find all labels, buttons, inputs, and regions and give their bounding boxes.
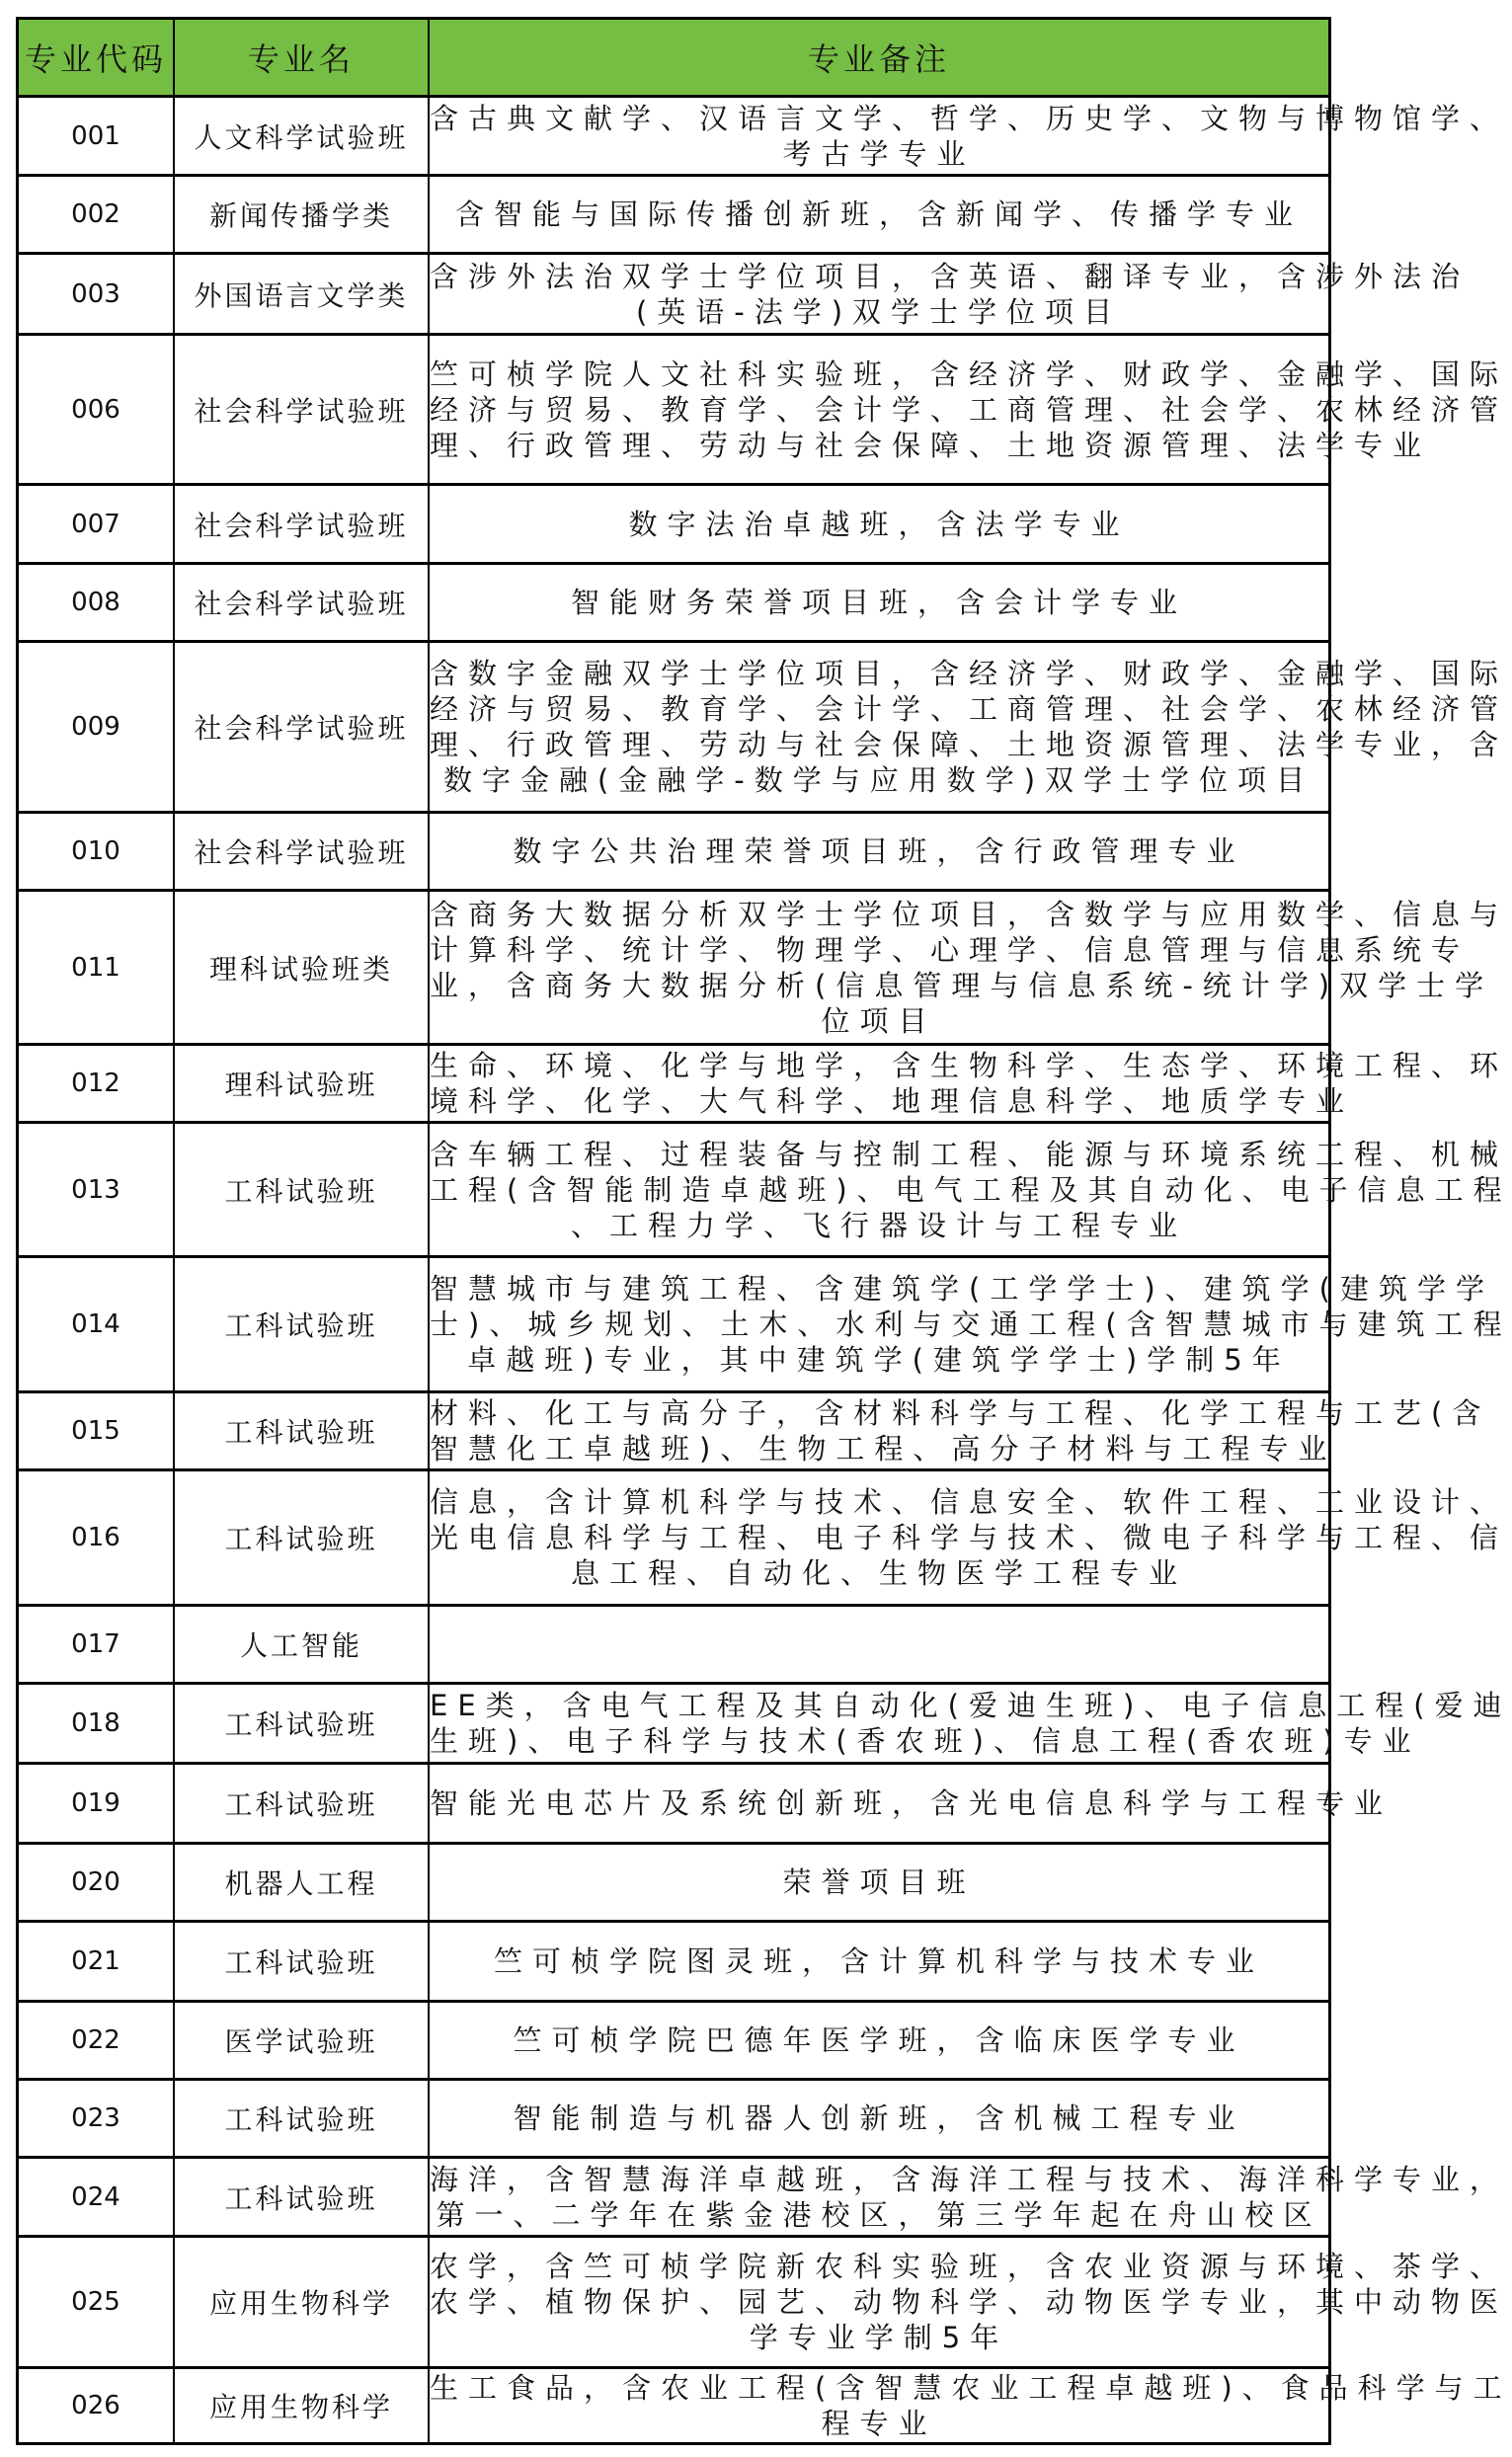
note-line: 息工程、自动化、生物医学工程专业 (570, 1556, 1187, 1590)
table-row (18, 1922, 1330, 2002)
major-code: 011 (18, 891, 175, 1045)
table-row (18, 335, 1330, 485)
major-note (429, 1844, 1330, 1922)
major-code: 014 (18, 1257, 175, 1392)
note-line: 理、行政管理、劳动与社会保障、土地资源管理、法学专业，含 (430, 728, 1509, 761)
header-code: 专业代码 (18, 19, 175, 97)
major-name: 医学试验班 (174, 2002, 429, 2080)
note-line: 含古典文献学、汉语言文学、哲学、历史学、文物与博物馆学、 (430, 101, 1509, 135)
note-line: 含涉外法治双学士学位项目，含英语、翻译专业，含涉外法治 (430, 259, 1471, 293)
major-name: 外国语言文学类 (174, 254, 429, 335)
major-name: 工科试验班 (174, 1684, 429, 1764)
major-note (429, 335, 1509, 485)
note-line: EE类，含电气工程及其自动化(爱迪生班)、电子信息工程(爱迪 (430, 1689, 1512, 1722)
note-line: 光电信息科学与工程、电子科学与技术、微电子科学与工程、信 (430, 1521, 1509, 1554)
note-line: 数字公共治理荣誉项目班，含行政管理专业 (513, 834, 1245, 868)
major-note (429, 1606, 1330, 1684)
major-note (429, 2237, 1509, 2368)
table-row (18, 891, 1330, 1045)
major-note (429, 1392, 1491, 1470)
major-note (429, 564, 1330, 642)
major-code: 018 (18, 1684, 175, 1764)
table-body (18, 97, 1512, 2444)
note-line: 材料、化工与高分子，含材料科学与工程、化学工程与工艺(含 (430, 1396, 1491, 1430)
note-line: 竺可桢学院图灵班，含计算机科学与技术专业 (493, 1944, 1264, 1978)
major-note (429, 1045, 1509, 1123)
major-name: 理科试验班类 (174, 891, 429, 1045)
major-code: 022 (18, 2002, 175, 2080)
major-code: 003 (18, 254, 175, 335)
major-name: 应用生物科学 (174, 2237, 429, 2368)
major-note (429, 254, 1471, 335)
major-note (429, 2080, 1330, 2158)
table-row (18, 1764, 1330, 1844)
major-code: 021 (18, 1922, 175, 2002)
major-name: 工科试验班 (174, 2080, 429, 2158)
major-name: 社会科学试验班 (174, 485, 429, 564)
note-line: 、工程力学、飞行器设计与工程专业 (570, 1208, 1187, 1242)
table-row (18, 254, 1330, 335)
note-line: 智慧化工卓越班)、生物工程、高分子材料与工程专业 (430, 1432, 1337, 1466)
note-line: (英语-法学)双学士学位项目 (635, 294, 1123, 329)
table-row (18, 2158, 1330, 2237)
major-name: 工科试验班 (174, 1392, 429, 1470)
major-name: 理科试验班 (174, 1045, 429, 1123)
major-note (429, 1470, 1509, 1606)
major-note (429, 2158, 1509, 2237)
major-name: 社会科学试验班 (174, 813, 429, 891)
header-name: 专业名 (174, 19, 429, 97)
note-line: 含智能与国际传播创新班，含新闻学、传播学专业 (454, 198, 1303, 231)
major-name: 工科试验班 (174, 1922, 429, 2002)
note-line: 竺可桢学院人文社科实验班，含经济学、财政学、金融学、国际 (430, 357, 1509, 391)
table-row (18, 1470, 1330, 1606)
table-row (18, 2080, 1330, 2158)
major-note (429, 891, 1509, 1045)
major-name: 工科试验班 (174, 1123, 429, 1257)
major-code: 026 (18, 2368, 175, 2444)
major-name: 人文科学试验班 (174, 97, 429, 176)
table-row (18, 1392, 1330, 1470)
table-row (18, 97, 1330, 176)
note-line: 智能财务荣誉项目班，含会计学专业 (570, 586, 1187, 619)
note-line: 生班)、电子科学与技术(香农班)、信息工程(香农班)专业 (430, 1724, 1421, 1758)
major-name: 人工智能 (174, 1606, 429, 1684)
major-name: 工科试验班 (174, 1470, 429, 1606)
note-line: 业，含商务大数据分析(信息管理与信息系统-统计学)双学士学 (430, 968, 1494, 1002)
major-name: 社会科学试验班 (174, 564, 429, 642)
major-note (429, 1684, 1512, 1764)
note-line: 程专业 (821, 2407, 937, 2440)
note-line: 境科学、化学、大气科学、地理信息科学、地质学专业 (430, 1084, 1355, 1118)
note-line: 数字法治卓越班，含法学专业 (628, 507, 1130, 541)
major-name: 工科试验班 (174, 1764, 429, 1844)
table-row (18, 1123, 1330, 1257)
note-line: 含数字金融双学士学位项目，含经济学、财政学、金融学、国际 (430, 657, 1509, 690)
major-name: 新闻传播学类 (174, 176, 429, 254)
major-code: 024 (18, 2158, 175, 2237)
table-row (18, 2002, 1330, 2080)
major-name: 工科试验班 (174, 2158, 429, 2237)
major-note (429, 1764, 1393, 1844)
note-line: 智能制造与机器人创新班，含机械工程专业 (513, 2101, 1245, 2135)
note-line: 学专业学制5年 (749, 2321, 1009, 2354)
major-code: 007 (18, 485, 175, 564)
major-note (429, 642, 1509, 813)
table-row (18, 176, 1330, 254)
table-row (18, 642, 1330, 813)
note-line: 卓越班)专业，其中建筑学(建筑学学士)学制5年 (467, 1343, 1291, 1377)
note-line: 信息，含计算机科学与技术、信息安全、软件工程、工业设计、 (430, 1485, 1509, 1519)
major-note (429, 1922, 1330, 2002)
note-line: 农学，含竺可桢学院新农科实验班，含农业资源与环境、茶学、 (430, 2250, 1509, 2283)
note-line: 海洋，含智慧海洋卓越班，含海洋工程与技术、海洋科学专业， (430, 2162, 1509, 2196)
major-note (429, 485, 1330, 564)
note-line: 计算科学、统计学、物理学、心理学、信息管理与信息系统专 (430, 932, 1471, 967)
note-line: 含商务大数据分析双学士学位项目，含数学与应用数学、信息与 (430, 897, 1509, 931)
table-row (18, 2368, 1330, 2444)
major-note (429, 176, 1330, 254)
major-name: 社会科学试验班 (174, 335, 429, 485)
note-line: 农学、植物保护、园艺、动物科学、动物医学专业，其中动物医 (430, 2285, 1509, 2319)
major-code: 002 (18, 176, 175, 254)
major-code: 015 (18, 1392, 175, 1470)
note-line: 含车辆工程、过程装备与控制工程、能源与环境系统工程、机械 (430, 1137, 1509, 1171)
majors-table (16, 17, 1512, 2445)
note-line: 工程(含智能制造卓越班)、电气工程及其自动化、电子信息工程 (430, 1172, 1512, 1207)
major-code: 020 (18, 1844, 175, 1922)
note-line: 生命、环境、化学与地学，含生物科学、生态学、环境工程、环 (430, 1049, 1509, 1082)
note-line: 考古学专业 (782, 136, 976, 171)
table-row (18, 1606, 1330, 1684)
table-row (18, 485, 1330, 564)
note-line: 智慧城市与建筑工程、含建筑学(工学学士)、建筑学(建筑学学 (430, 1272, 1494, 1306)
table-row (18, 564, 1330, 642)
major-name: 社会科学试验班 (174, 642, 429, 813)
note-line: 位项目 (821, 1003, 937, 1038)
major-code: 013 (18, 1123, 175, 1257)
note-line: 理、行政管理、劳动与社会保障、土地资源管理、法学专业 (430, 428, 1432, 462)
table-header-row (18, 19, 1330, 97)
table-row (18, 813, 1330, 891)
major-code: 008 (18, 564, 175, 642)
major-code: 001 (18, 97, 175, 176)
major-note (429, 1257, 1512, 1392)
note-line: 第一、二学年在紫金港校区，第三学年起在舟山校区 (436, 2197, 1322, 2232)
major-code: 023 (18, 2080, 175, 2158)
table-row (18, 1045, 1330, 1123)
major-note (429, 97, 1509, 176)
note-line: 生工食品，含农业工程(含智慧农业工程卓越班)、食品科学与工 (430, 2371, 1512, 2405)
major-note (429, 813, 1330, 891)
note-line: 竺可桢学院巴德年医学班，含临床医学专业 (513, 2023, 1245, 2057)
major-code: 019 (18, 1764, 175, 1844)
table-row (18, 1257, 1330, 1392)
note-line: 经济与贸易、教育学、会计学、工商管理、社会学、农林经济管 (430, 692, 1509, 726)
major-name: 机器人工程 (174, 1844, 429, 1922)
major-note (429, 2368, 1512, 2444)
major-code: 016 (18, 1470, 175, 1606)
major-code: 006 (18, 335, 175, 485)
table-row (18, 1844, 1330, 1922)
table-row (18, 1684, 1330, 1764)
major-name: 应用生物科学 (174, 2368, 429, 2444)
header-note: 专业备注 (429, 19, 1330, 97)
major-note (429, 1123, 1512, 1257)
major-code: 025 (18, 2237, 175, 2368)
note-line: 数字金融(金融学-数学与应用数学)双学士学位项目 (442, 763, 1315, 797)
note-line: 荣誉项目班 (782, 1865, 976, 1899)
major-code: 009 (18, 642, 175, 813)
note-line: 智能光电芯片及系统创新班，含光电信息科学与工程专业 (430, 1786, 1393, 1820)
major-code: 017 (18, 1606, 175, 1684)
table-row (18, 2237, 1330, 2368)
major-code: 010 (18, 813, 175, 891)
major-code: 012 (18, 1045, 175, 1123)
note-line: 经济与贸易、教育学、会计学、工商管理、社会学、农林经济管 (430, 392, 1509, 427)
major-note (429, 2002, 1330, 2080)
note-line: 士)、城乡规划、土木、水利与交通工程(含智慧城市与建筑工程 (430, 1308, 1512, 1341)
major-name: 工科试验班 (174, 1257, 429, 1392)
